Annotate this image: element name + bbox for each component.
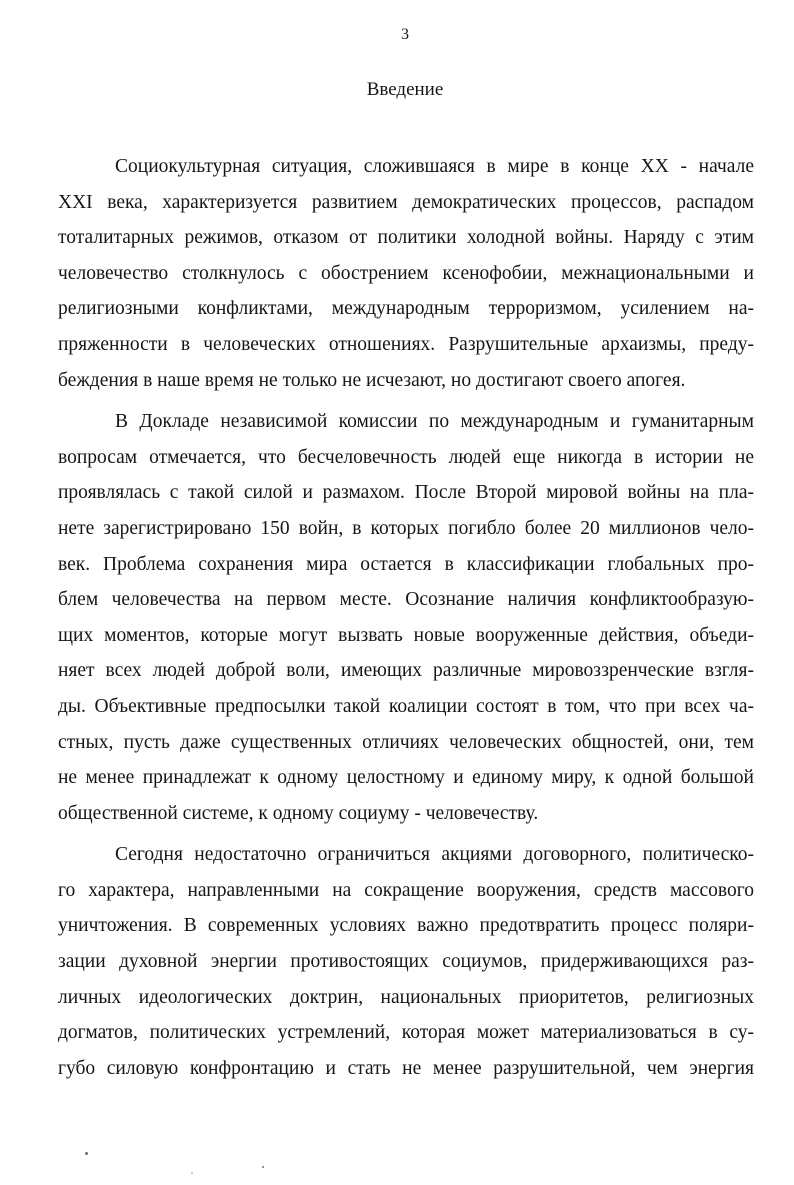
text-line: беждения в наше время не только не исчезают, но достигают своего апогея. bbox=[58, 369, 686, 391]
text-line: ды. Объективные предпосылки такой коалиции состоят в том, что при всех ча- bbox=[58, 695, 754, 717]
text-line: Социокультурная ситуация, сложившаяся в мире в конце XX - начале bbox=[115, 156, 754, 177]
scan-speck bbox=[191, 1172, 193, 1174]
text-line: губо силовую конфронтацию и стать не менее разрушительной, чем энергия bbox=[58, 1057, 754, 1079]
text-line: личных идеологических доктрин, национальных приоритетов, религиозных bbox=[58, 986, 754, 1008]
text-line: проявлялась с такой силой и размахом. После Второй мировой войны на пла- bbox=[58, 482, 754, 504]
text-line: не менее принадлежат к одному целостному и единому миру, к одной большой bbox=[58, 767, 754, 789]
text-line: нете зарегистрировано 150 войн, в которых погибло более 20 миллионов чело- bbox=[58, 517, 754, 539]
text-line: общественной системе, к одному социуму - человечеству. bbox=[58, 802, 539, 824]
text-line: стных, пусть даже существенных отличиях человеческих общностей, они, тем bbox=[58, 731, 754, 753]
section-heading: Введение bbox=[366, 79, 444, 100]
text-line: XXI века, характеризуется развитием демократических процессов, распадом bbox=[58, 191, 754, 213]
text-line: зации духовной энергии противостоящих социумов, придерживающихся раз- bbox=[58, 951, 754, 973]
scan-speck bbox=[262, 1166, 264, 1168]
text-line: вопросам отмечается, что бесчеловечность людей еще никогда в истории не bbox=[58, 446, 754, 468]
text-line: няет всех людей доброй воли, имеющих различные мировоззренческие взгля- bbox=[58, 660, 754, 682]
text-line: тоталитарных режимов, отказом от политики холодной войны. Наряду с этим bbox=[58, 227, 754, 249]
text-line: щих моментов, которые могут вызвать новые вооруженные действия, объеди- bbox=[58, 624, 754, 646]
text-line: человечество столкнулось с обострением ксенофобии, межнациональными и bbox=[58, 262, 754, 284]
text-line: век. Проблема сохранения мира остается в классификации глобальных про- bbox=[58, 553, 754, 575]
text-line: догматов, политических устремлений, которая может материализоваться в су- bbox=[58, 1022, 754, 1044]
text-line: В Докладе независимой комиссии по международным и гуманитарным bbox=[115, 411, 754, 433]
text-line: пряженности в человеческих отношениях. Разрушительные архаизмы, преду- bbox=[58, 333, 754, 355]
text-line: религиозными конфликтами, международным терроризмом, усилением на- bbox=[58, 298, 754, 320]
scan-speck bbox=[85, 1152, 88, 1155]
text-line: го характера, направленными на сокращение вооружения, средств массового bbox=[58, 879, 754, 901]
text-line: блем человечества на первом месте. Осознание наличия конфликтообразую- bbox=[58, 589, 754, 611]
page-number: 3 bbox=[401, 26, 409, 43]
text-line: Сегодня недостаточно ограничиться акциями договорного, политическо- bbox=[115, 844, 754, 866]
body-text bbox=[58, 149, 754, 1086]
text-line: уничтожения. В современных условиях важно предотвратить процесс поляри- bbox=[58, 915, 754, 937]
